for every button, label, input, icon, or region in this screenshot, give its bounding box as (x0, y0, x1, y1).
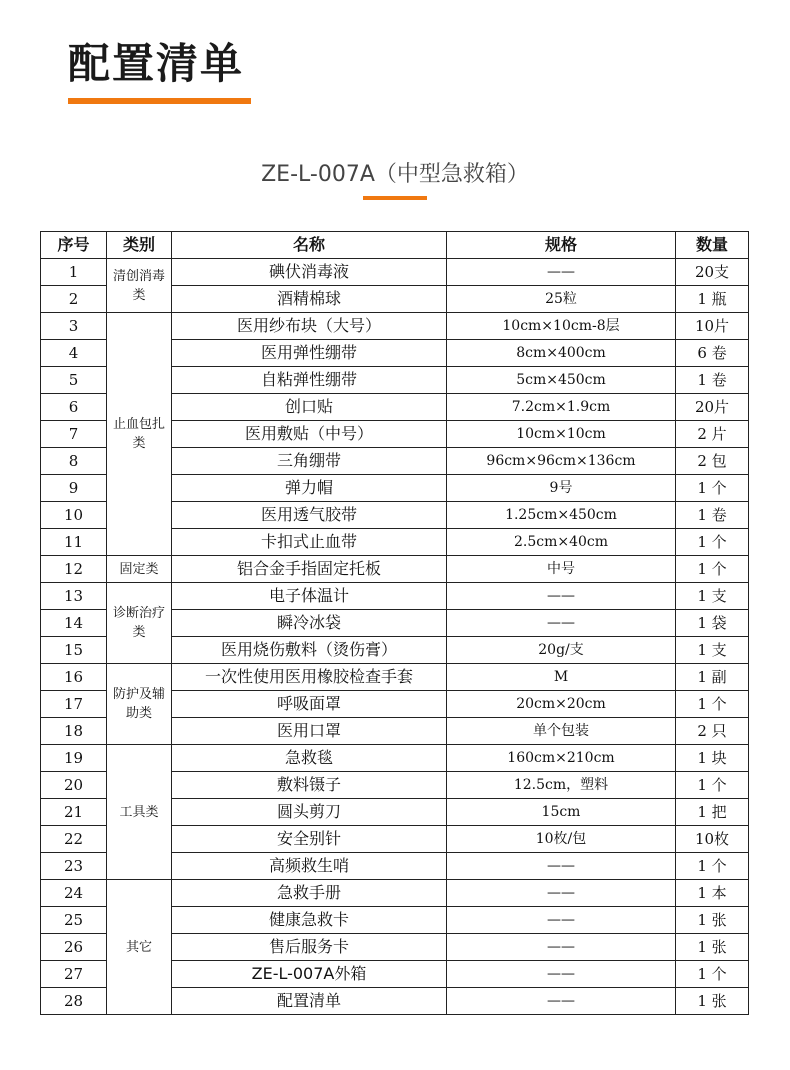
item-number: 24 (41, 880, 107, 907)
item-category: 工具类 (107, 745, 172, 880)
item-spec: 20cm×20cm (447, 691, 676, 718)
item-number: 20 (41, 772, 107, 799)
header-spec: 规格 (447, 232, 676, 259)
item-number: 16 (41, 664, 107, 691)
item-category: 止血包扎类 (107, 313, 172, 556)
item-name: 瞬冷冰袋 (172, 610, 447, 637)
item-category: 诊断治疗类 (107, 583, 172, 664)
item-number: 17 (41, 691, 107, 718)
item-quantity: 1 张 (676, 907, 749, 934)
item-name: 急救手册 (172, 880, 447, 907)
item-spec: 160cm×210cm (447, 745, 676, 772)
item-name: 三角绷带 (172, 448, 447, 475)
item-spec: —— (447, 853, 676, 880)
table-row (41, 745, 749, 772)
item-quantity: 1 块 (676, 745, 749, 772)
item-name: ZE-L-007A外箱 (172, 961, 447, 988)
item-name: 健康急救卡 (172, 907, 447, 934)
item-name: 医用纱布块（大号） (172, 313, 447, 340)
table-header-row (41, 232, 749, 259)
item-quantity: 2 只 (676, 718, 749, 745)
item-name: 敷料镊子 (172, 772, 447, 799)
item-category: 其它 (107, 880, 172, 1015)
item-number: 21 (41, 799, 107, 826)
item-name: 医用口罩 (172, 718, 447, 745)
item-spec: 20g/支 (447, 637, 676, 664)
item-quantity: 1 卷 (676, 502, 749, 529)
item-name: 急救毯 (172, 745, 447, 772)
item-quantity: 1 个 (676, 772, 749, 799)
item-quantity: 2 片 (676, 421, 749, 448)
item-quantity: 1 袋 (676, 610, 749, 637)
item-spec: —— (447, 988, 676, 1015)
item-number: 14 (41, 610, 107, 637)
item-number: 18 (41, 718, 107, 745)
item-number: 26 (41, 934, 107, 961)
item-spec: 10枚/包 (447, 826, 676, 853)
item-spec: 15cm (447, 799, 676, 826)
item-number: 7 (41, 421, 107, 448)
item-quantity: 2 包 (676, 448, 749, 475)
item-name: 圆头剪刀 (172, 799, 447, 826)
item-number: 15 (41, 637, 107, 664)
item-number: 1 (41, 259, 107, 286)
item-number: 28 (41, 988, 107, 1015)
item-quantity: 6 卷 (676, 340, 749, 367)
item-spec: 8cm×400cm (447, 340, 676, 367)
item-quantity: 1 支 (676, 637, 749, 664)
page-title: 配置清单 (68, 39, 245, 88)
item-spec: —— (447, 259, 676, 286)
item-number: 10 (41, 502, 107, 529)
item-quantity: 1 张 (676, 988, 749, 1015)
header-category: 类别 (107, 232, 172, 259)
item-quantity: 1 支 (676, 583, 749, 610)
item-name: 安全别针 (172, 826, 447, 853)
item-name: 高频救生哨 (172, 853, 447, 880)
item-number: 12 (41, 556, 107, 583)
item-category: 清创消毒类 (107, 259, 172, 313)
header-name: 名称 (172, 232, 447, 259)
item-number: 8 (41, 448, 107, 475)
item-spec: 12.5cm，塑料 (447, 772, 676, 799)
item-quantity: 1 个 (676, 475, 749, 502)
item-quantity: 1 副 (676, 664, 749, 691)
item-quantity: 1 个 (676, 529, 749, 556)
table-row (41, 556, 749, 583)
item-name: 自粘弹性绷带 (172, 367, 447, 394)
configuration-table (40, 231, 749, 1015)
item-name: 创口贴 (172, 394, 447, 421)
header-no: 序号 (41, 232, 107, 259)
item-spec: 2.5cm×40cm (447, 529, 676, 556)
table-body (41, 259, 749, 1015)
item-spec: M (447, 664, 676, 691)
item-spec: 1.25cm×450cm (447, 502, 676, 529)
item-quantity: 20支 (676, 259, 749, 286)
item-quantity: 1 卷 (676, 367, 749, 394)
item-spec: —— (447, 610, 676, 637)
item-quantity: 1 个 (676, 556, 749, 583)
item-number: 4 (41, 340, 107, 367)
item-number: 25 (41, 907, 107, 934)
item-quantity: 10枚 (676, 826, 749, 853)
product-subtitle: ZE-L-007A（中型急救箱） (261, 162, 529, 187)
table-row (41, 259, 749, 286)
item-name: 碘伏消毒液 (172, 259, 447, 286)
item-name: 铝合金手指固定托板 (172, 556, 447, 583)
table-row (41, 664, 749, 691)
item-quantity: 1 把 (676, 799, 749, 826)
table-row (41, 313, 749, 340)
item-number: 2 (41, 286, 107, 313)
item-spec: —— (447, 934, 676, 961)
item-quantity: 10片 (676, 313, 749, 340)
item-spec: 7.2cm×1.9cm (447, 394, 676, 421)
item-name: 电子体温计 (172, 583, 447, 610)
item-spec: 25粒 (447, 286, 676, 313)
item-spec: 10cm×10cm (447, 421, 676, 448)
item-name: 一次性使用医用橡胶检查手套 (172, 664, 447, 691)
item-quantity: 1 个 (676, 691, 749, 718)
item-number: 27 (41, 961, 107, 988)
subtitle-underline (363, 196, 427, 200)
item-spec: 96cm×96cm×136cm (447, 448, 676, 475)
item-name: 医用敷贴（中号） (172, 421, 447, 448)
item-quantity: 1 个 (676, 961, 749, 988)
item-spec: 5cm×450cm (447, 367, 676, 394)
item-name: 卡扣式止血带 (172, 529, 447, 556)
item-quantity: 1 本 (676, 880, 749, 907)
item-spec: —— (447, 583, 676, 610)
item-name: 售后服务卡 (172, 934, 447, 961)
item-quantity: 1 瓶 (676, 286, 749, 313)
item-number: 23 (41, 853, 107, 880)
item-quantity: 1 个 (676, 853, 749, 880)
item-spec: 中号 (447, 556, 676, 583)
item-number: 13 (41, 583, 107, 610)
item-number: 19 (41, 745, 107, 772)
item-spec: —— (447, 907, 676, 934)
item-spec: 单个包装 (447, 718, 676, 745)
header-qty: 数量 (676, 232, 749, 259)
item-number: 9 (41, 475, 107, 502)
item-name: 酒精棉球 (172, 286, 447, 313)
item-number: 22 (41, 826, 107, 853)
item-category: 防护及辅助类 (107, 664, 172, 745)
item-number: 5 (41, 367, 107, 394)
item-number: 3 (41, 313, 107, 340)
item-spec: 9号 (447, 475, 676, 502)
item-spec: —— (447, 880, 676, 907)
table-row (41, 583, 749, 610)
title-underline (68, 98, 251, 104)
item-number: 6 (41, 394, 107, 421)
item-name: 医用弹性绷带 (172, 340, 447, 367)
item-name: 呼吸面罩 (172, 691, 447, 718)
item-spec: 10cm×10cm-8层 (447, 313, 676, 340)
item-name: 医用烧伤敷料（烫伤膏） (172, 637, 447, 664)
item-quantity: 1 张 (676, 934, 749, 961)
item-quantity: 20片 (676, 394, 749, 421)
item-name: 弹力帽 (172, 475, 447, 502)
item-name: 医用透气胶带 (172, 502, 447, 529)
item-category: 固定类 (107, 556, 172, 583)
item-number: 11 (41, 529, 107, 556)
item-name: 配置清单 (172, 988, 447, 1015)
table-row (41, 880, 749, 907)
item-spec: —— (447, 961, 676, 988)
